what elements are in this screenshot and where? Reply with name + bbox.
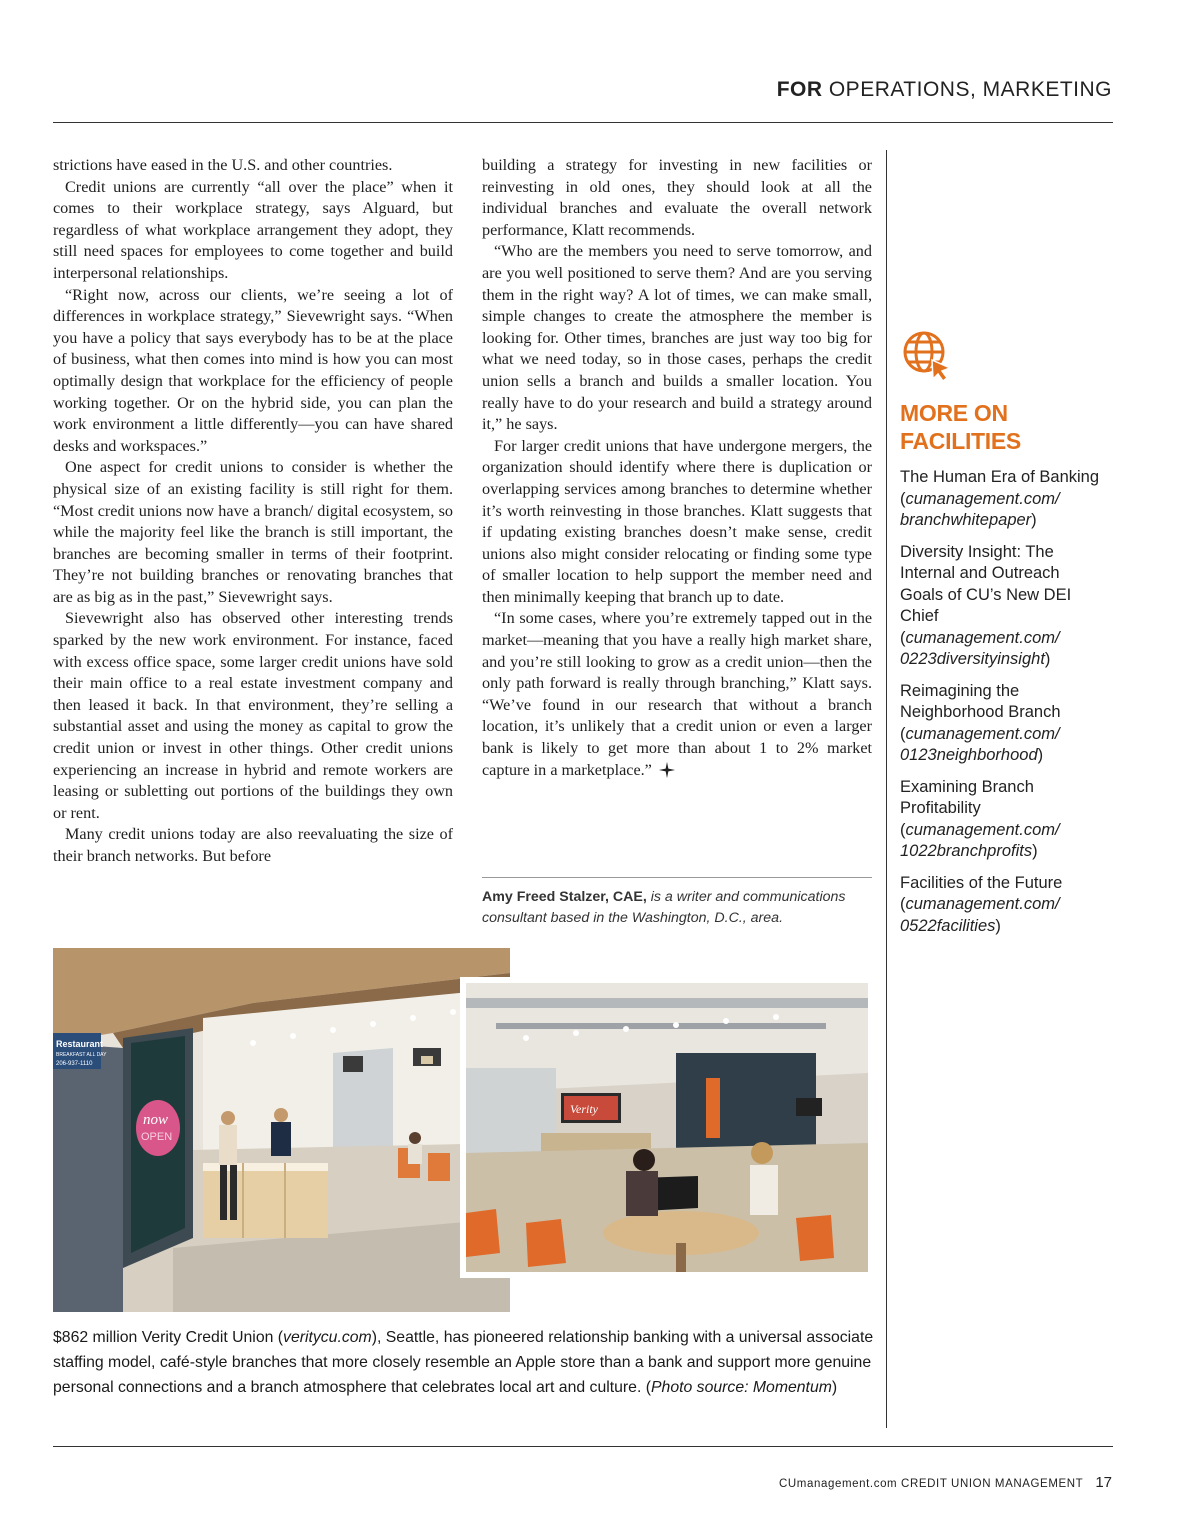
paragraph: Credit unions are currently “all over the place” when it comes to their workplace strategy, says Alguard, but regardless of what workplace arrangement they adopt, they still need spaces for employees to come together and build interpersonal relationships. — [53, 177, 453, 282]
section-header — [777, 78, 1112, 102]
sidebar-link[interactable]: The Human Era of Banking (cumanagement.com/ branchwhitepaper) — [900, 468, 1100, 529]
caption-source: Photo source: Momentum — [651, 1379, 832, 1396]
sidebar-title: MORE ON FACILITIES — [900, 400, 1021, 454]
sidebar-link[interactable]: Examining Branch Profitability (cumanagement.com/ 1022branchprofits) — [900, 777, 1060, 860]
door-open: OPEN — [141, 1131, 173, 1143]
author-name: Amy Freed Stalzer, CAE, — [482, 889, 647, 905]
end-mark-icon — [658, 761, 676, 779]
sidebar-link-title: Examining Branch Profitability — [900, 777, 1034, 817]
paragraph: strictions have eased in the U.S. and other countries. — [53, 156, 393, 174]
interior-illustration — [466, 983, 868, 1272]
author-description: is a writer and communications consultant based in the Washington, D.C., area. — [482, 889, 846, 926]
sidebar-link[interactable]: Facilities of the Future (cumanagement.com/ 0522facilities) — [900, 873, 1063, 935]
branch-interior-photo — [460, 977, 874, 1278]
sidebar-link[interactable]: Diversity Insight: The Internal and Outreach Goals of CU’s New DEI Chief (cumanagement.com/ 0223diversityinsight) — [900, 542, 1072, 668]
paragraph: “Who are the members you need to serve tomorrow, and are you well positioned to serve them? And are you serving them in the right way? A lot of times, we can make small, simple changes to create the atmosphere the member is looking for. Other times, branches are just way too big for what we need today, so in those cases, perhaps the credit union sells a branch and builds a smaller location. You really have to do your research and build a strategy around it,” he says. — [482, 242, 872, 434]
sidebar-divider — [886, 150, 887, 1428]
paragraph: Sievewright also has observed other interesting trends sparked by the new work environment. For instance, faced with excess office space, some larger credit unions have sold their main office to a real estate investment company and then leased it back. In that environment, they’re selling a substantial asset and using the money as capital to grow the credit union or invest in other things. Other credit unions experiencing an increase in hybrid and remote workers are leasing or subletting out portions of the buildings they own or rent. — [53, 609, 453, 822]
paragraph: One aspect for credit unions to consider is whether the physical size of an existing facility is still right for them. “Most credit unions now have a branch/ digital ecosystem, so while the majority feel like the branch is still important, the branches are becoming smaller in terms of their footprint. They’re not building branches or renovating branches that are as big as in the past,” Sievewright says. — [53, 458, 453, 606]
globe-cursor-icon — [900, 330, 954, 384]
caption-link[interactable]: veritycu.com — [283, 1329, 372, 1346]
bottom-rule — [53, 1446, 1113, 1447]
sidebar-link-title: Reimagining the Neighborhood Branch — [900, 681, 1061, 721]
storefront-illustration — [53, 948, 510, 1312]
door-now: now — [143, 1112, 169, 1128]
sidebar-link-url: cumanagement.com/ branchwhitepaper — [900, 489, 1060, 529]
section-header-bold: FOR — [776, 78, 823, 101]
screen-verity: Verity — [570, 1102, 598, 1116]
photo-caption — [53, 1325, 883, 1400]
paragraph: “Right now, across our clients, we’re seeing a lot of differences in workplace strategy,” Sievewright says. “When you have a policy that says everybody has to be at the place of business, what then comes into mind is how you can most optimally design that workplace for the efficiency of people working together. Or on the hybrid side, you can plan the work environment a little differently—you can have shared desks and workspaces.” — [53, 285, 453, 455]
paragraph: Many credit unions today are also reevaluating the size of their branch networks. But before — [53, 825, 453, 865]
top-rule — [53, 122, 1113, 123]
sidebar-link-url: cumanagement.com/ 0223diversityinsight — [900, 628, 1060, 668]
footer-magazine: CREDIT UNION MANAGEMENT — [901, 1478, 1084, 1490]
paragraph: building a strategy for investing in new facilities or reinvesting in old ones, they should look at all the individual branches and evaluate the overall network performance, Klatt recommends. — [482, 156, 872, 239]
branch-storefront-photo — [53, 948, 510, 1312]
sidebar-link-title: Facilities of the Future — [900, 873, 1063, 892]
caption-post: ) — [831, 1379, 838, 1396]
sign-breakfast: BREAKFAST ALL DAY — [56, 1052, 107, 1058]
sidebar — [900, 330, 1100, 947]
sidebar-link-url: cumanagement.com/ 1022branchprofits — [900, 820, 1060, 860]
caption-pre: $862 million Verity Credit Union ( — [53, 1329, 284, 1346]
sign-restaurant: Restaurant — [56, 1039, 104, 1049]
paragraph: For larger credit unions that have undergone mergers, the organization should identify where there is duplication or overlapping services among branches to determine whether it’s worth reinvesting in those branches. Klatt suggests that if updating existing branches doesn’t make sense, credit unions also might consider relocating or finding some type of smaller location to help support the member need and then minimally keeping that branch up to date. — [482, 436, 872, 606]
sidebar-link-title: Diversity Insight: The Internal and Outreach Goals of CU’s New DEI Chief — [900, 542, 1072, 625]
article-column-1 — [53, 155, 453, 868]
sidebar-link[interactable]: Reimagining the Neighborhood Branch (cumanagement.com/ 0123neighborhood) — [900, 681, 1061, 764]
paragraph-text: “In some cases, where you’re extremely tapped out in the market—meaning that you have a really high market share, and you’re still looking to grow as a credit union—then the only path forward is really through branching,” Klatt says. “We’ve found in our research that without a branch location, it’s unlikely that a credit union or even a larger bank is likely to get more than about 1 to 2% market capture in a marketplace.” — [482, 609, 872, 779]
footer-site[interactable]: CUmanagement.com — [778, 1478, 898, 1490]
sidebar-link-title: The Human Era of Banking — [900, 468, 1100, 486]
paragraph-last — [482, 608, 872, 781]
caption-mid: ), Seattle, has pioneered relationship banking with a universal associate staffing model, café-style branches that more closely resemble an Apple store than a bank and support more genuine personal connections and a branch atmosphere that celebrates local art and culture. ( — [53, 1329, 874, 1396]
sign-phone: 206-937-1110 — [56, 1061, 93, 1067]
sidebar-link-url: cumanagement.com/ 0123neighborhood — [900, 724, 1060, 764]
sidebar-link-url: cumanagement.com/ 0522facilities — [900, 895, 1060, 935]
bio-rule — [482, 877, 872, 878]
page-footer — [779, 1474, 1112, 1491]
page-number: 17 — [1095, 1474, 1112, 1491]
section-header-rest: OPERATIONS, MARKETING — [822, 78, 1112, 101]
author-bio — [482, 887, 877, 929]
article-column-2 — [482, 155, 872, 781]
